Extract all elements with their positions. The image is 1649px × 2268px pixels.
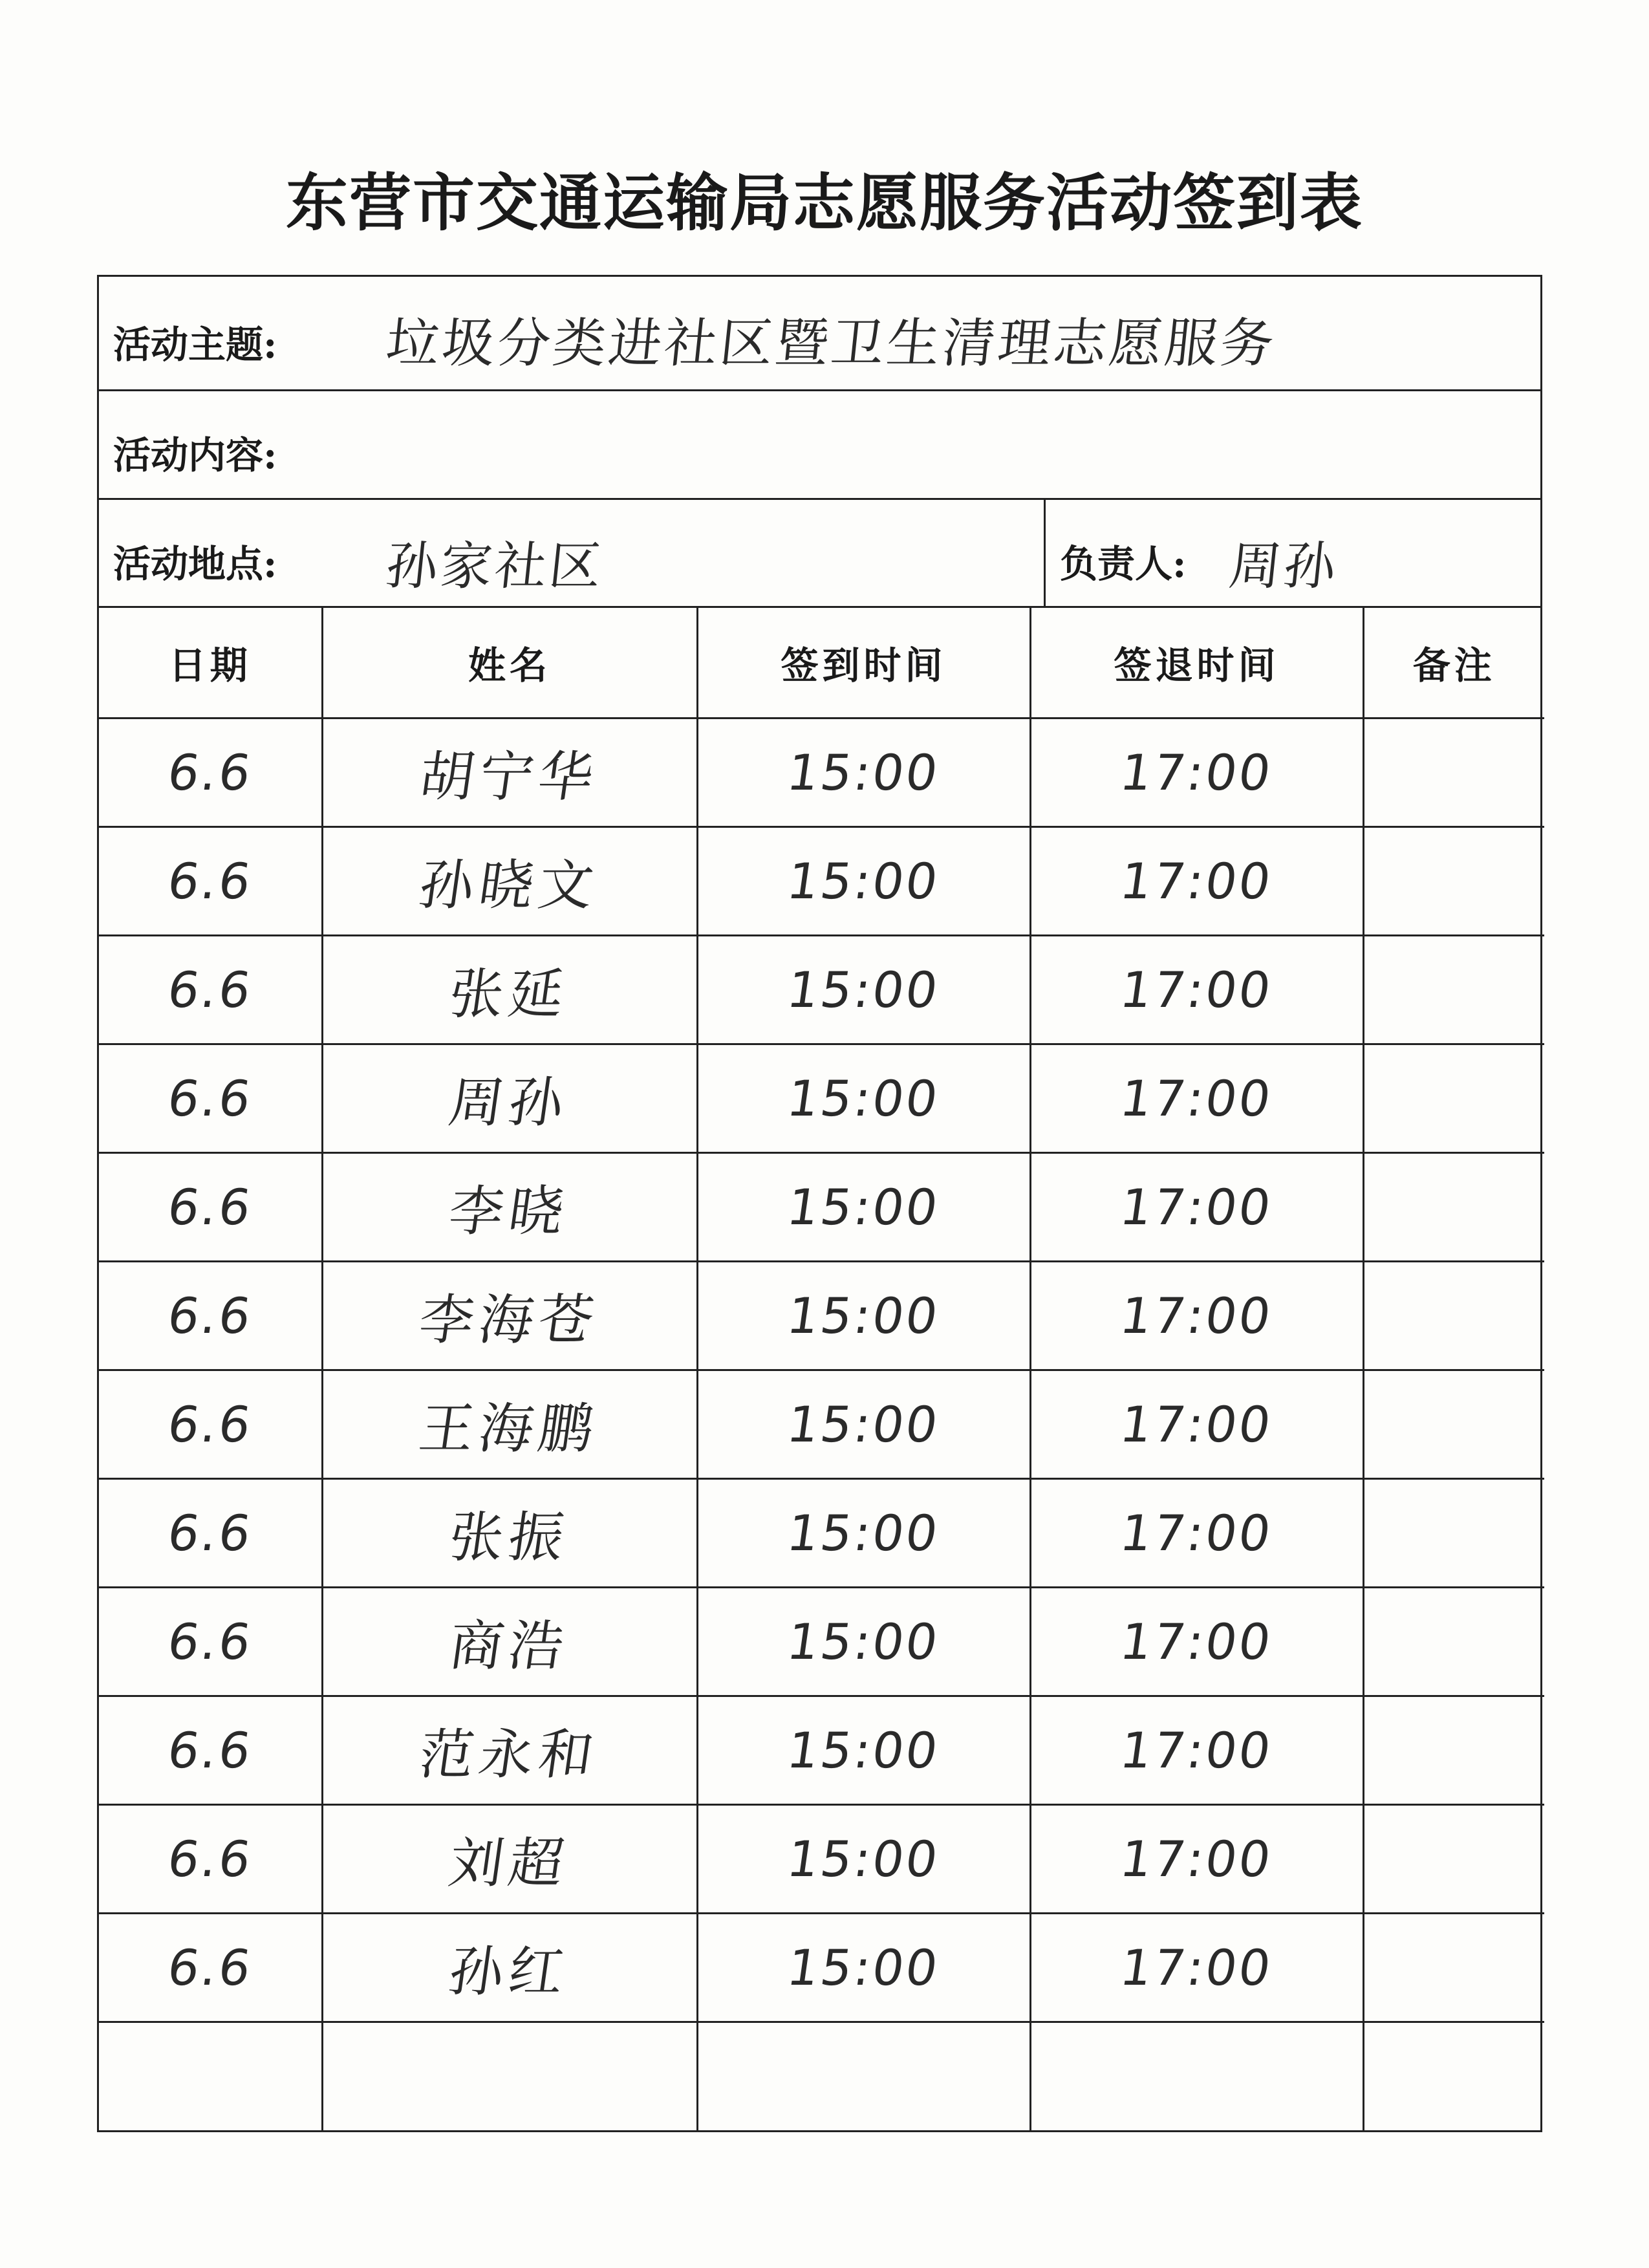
theme-value: 垃圾分类进社区暨卫生清理志愿服务 — [383, 313, 1280, 374]
leader-cell — [1044, 500, 1540, 606]
content-row — [99, 391, 1540, 500]
cell-signature-text: 李晓 — [445, 1179, 573, 1243]
roster-table — [99, 608, 1544, 2130]
cell-signature — [322, 1913, 697, 2022]
cell-checkin-text: 15:00 — [784, 1286, 943, 1345]
header-note: 备注 — [1363, 608, 1544, 718]
cell-date — [99, 718, 322, 826]
cell-checkout — [1030, 935, 1363, 1044]
cell-checkin — [697, 1152, 1030, 1261]
cell-checkout-text: 17:00 — [1117, 852, 1277, 910]
cell-signature — [322, 1152, 697, 1261]
table-row — [99, 1478, 1544, 1587]
cell-checkin — [697, 826, 1030, 935]
leader-value: 周孙 — [1226, 536, 1342, 596]
table-row — [99, 1913, 1544, 2022]
table-row — [99, 2022, 1544, 2130]
cell-note — [1363, 1478, 1544, 1587]
cell-checkout-text: 17:00 — [1117, 1286, 1277, 1345]
cell-date-text: 6.6 — [164, 1069, 256, 1127]
header-checkin-time: 签到时间 — [697, 608, 1030, 718]
table-row — [99, 1370, 1544, 1478]
cell-note — [1363, 1913, 1544, 2022]
cell-signature-text: 孙红 — [445, 1939, 573, 2003]
cell-checkin — [697, 935, 1030, 1044]
theme-label: 活动主题: — [113, 323, 277, 367]
cell-date — [99, 1478, 322, 1587]
cell-note — [1363, 826, 1544, 935]
cell-checkin — [697, 718, 1030, 826]
location-label: 活动地点: — [113, 542, 277, 586]
cell-date-text: 6.6 — [164, 743, 256, 801]
cell-checkout-text: 17:00 — [1117, 1938, 1277, 1996]
cell-date-text: 6.6 — [164, 852, 256, 910]
cell-checkin-text: 15:00 — [784, 1830, 943, 1888]
cell-checkout-text: 17:00 — [1117, 1395, 1277, 1453]
cell-note — [1363, 1804, 1544, 1913]
cell-checkout — [1030, 1152, 1363, 1261]
cell-date-text: 6.6 — [164, 1938, 256, 1996]
cell-checkin — [697, 1044, 1030, 1152]
table-row — [99, 1587, 1544, 1696]
cell-checkout — [1030, 1261, 1363, 1370]
location-row — [99, 500, 1540, 608]
cell-checkout — [1030, 1913, 1363, 2022]
cell-date — [99, 1587, 322, 1696]
cell-signature — [322, 1587, 697, 1696]
cell-signature — [322, 1478, 697, 1587]
cell-checkin — [697, 2022, 1030, 2130]
cell-checkin-text: 15:00 — [784, 1504, 943, 1562]
cell-date-text: 6.6 — [164, 1612, 256, 1670]
cell-signature-text: 孙晓文 — [415, 853, 603, 917]
cell-date — [99, 1152, 322, 1261]
cell-checkin — [697, 1370, 1030, 1478]
cell-date-text: 6.6 — [164, 960, 256, 1019]
cell-date — [99, 826, 322, 935]
cell-note — [1363, 1587, 1544, 1696]
cell-checkin-text: 15:00 — [784, 960, 943, 1019]
cell-signature-text: 张延 — [445, 962, 573, 1026]
cell-signature-text: 李海苍 — [415, 1288, 603, 1352]
theme-row — [99, 277, 1540, 391]
cell-checkin-text: 15:00 — [784, 1938, 943, 1996]
cell-checkin-text: 15:00 — [784, 1395, 943, 1453]
cell-signature-text: 周孙 — [445, 1070, 573, 1134]
cell-date — [99, 1696, 322, 1804]
cell-checkout — [1030, 1804, 1363, 1913]
cell-checkout — [1030, 1370, 1363, 1478]
cell-checkin-text: 15:00 — [784, 852, 943, 910]
cell-checkout — [1030, 826, 1363, 935]
cell-note — [1363, 1370, 1544, 1478]
cell-date — [99, 2022, 322, 2130]
cell-date-text: 6.6 — [164, 1178, 256, 1236]
cell-checkin-text: 15:00 — [784, 743, 943, 801]
table-row — [99, 935, 1544, 1044]
cell-checkout-text: 17:00 — [1117, 1178, 1277, 1236]
table-row — [99, 1044, 1544, 1152]
cell-date — [99, 1913, 322, 2022]
sign-in-sheet — [97, 275, 1542, 2132]
cell-checkin — [697, 1587, 1030, 1696]
table-row — [99, 1261, 1544, 1370]
header-name: 姓名 — [322, 608, 697, 718]
page-title: 东营市交通运输局志愿服务活动签到表 — [286, 166, 1363, 239]
cell-note — [1363, 718, 1544, 826]
cell-note — [1363, 935, 1544, 1044]
cell-signature — [322, 1261, 697, 1370]
cell-signature — [322, 2022, 697, 2130]
cell-checkout — [1030, 1696, 1363, 1804]
cell-signature — [322, 826, 697, 935]
cell-checkout-text: 17:00 — [1117, 1721, 1277, 1779]
cell-signature-text: 张振 — [445, 1505, 573, 1569]
table-row — [99, 826, 1544, 935]
content-label: 活动内容: — [113, 433, 277, 477]
cell-checkout — [1030, 1044, 1363, 1152]
table-row — [99, 1804, 1544, 1913]
cell-checkout-text: 17:00 — [1117, 1612, 1277, 1670]
roster-body — [99, 718, 1544, 2130]
cell-date-text: 6.6 — [164, 1286, 256, 1345]
cell-date-text: 6.6 — [164, 1721, 256, 1779]
header-date: 日期 — [99, 608, 322, 718]
cell-signature — [322, 1370, 697, 1478]
cell-signature-text: 范永和 — [415, 1722, 603, 1786]
cell-checkout-text: 17:00 — [1117, 1504, 1277, 1562]
cell-note — [1363, 1044, 1544, 1152]
cell-checkout-text: 17:00 — [1117, 960, 1277, 1019]
cell-signature — [322, 1804, 697, 1913]
cell-date — [99, 1370, 322, 1478]
cell-date — [99, 935, 322, 1044]
cell-checkout-text: 17:00 — [1117, 1069, 1277, 1127]
cell-date — [99, 1261, 322, 1370]
cell-signature-text: 刘超 — [445, 1831, 573, 1895]
cell-signature — [322, 718, 697, 826]
leader-label: 负责人: — [1060, 542, 1187, 586]
cell-checkin — [697, 1696, 1030, 1804]
cell-date-text: 6.6 — [164, 1830, 256, 1888]
cell-checkout-text: 17:00 — [1117, 1830, 1277, 1888]
table-row — [99, 1152, 1544, 1261]
cell-note — [1363, 1696, 1544, 1804]
cell-date-text: 6.6 — [164, 1395, 256, 1453]
cell-checkin — [697, 1804, 1030, 1913]
cell-signature — [322, 1696, 697, 1804]
cell-note — [1363, 1152, 1544, 1261]
cell-checkin-text: 15:00 — [784, 1178, 943, 1236]
cell-checkin-text: 15:00 — [784, 1069, 943, 1127]
cell-signature — [322, 1044, 697, 1152]
cell-checkout — [1030, 1478, 1363, 1587]
table-row — [99, 718, 1544, 826]
cell-checkin-text: 15:00 — [784, 1721, 943, 1779]
cell-note — [1363, 2022, 1544, 2130]
cell-signature-text: 胡宁华 — [415, 744, 603, 808]
cell-signature-text: 王海鹏 — [415, 1396, 603, 1460]
cell-checkin — [697, 1913, 1030, 2022]
table-header-row — [99, 608, 1544, 718]
cell-note — [1363, 1261, 1544, 1370]
cell-checkout-text: 17:00 — [1117, 743, 1277, 801]
location-value: 孙家社区 — [383, 536, 607, 596]
cell-date — [99, 1804, 322, 1913]
cell-signature — [322, 935, 697, 1044]
cell-checkin — [697, 1478, 1030, 1587]
cell-date-text: 6.6 — [164, 1504, 256, 1562]
cell-checkout — [1030, 1587, 1363, 1696]
cell-date — [99, 1044, 322, 1152]
cell-checkin-text: 15:00 — [784, 1612, 943, 1670]
cell-checkout — [1030, 2022, 1363, 2130]
header-checkout-time: 签退时间 — [1030, 608, 1363, 718]
table-row — [99, 1696, 1544, 1804]
cell-checkout — [1030, 718, 1363, 826]
cell-signature-text: 商浩 — [445, 1614, 573, 1678]
cell-checkin — [697, 1261, 1030, 1370]
